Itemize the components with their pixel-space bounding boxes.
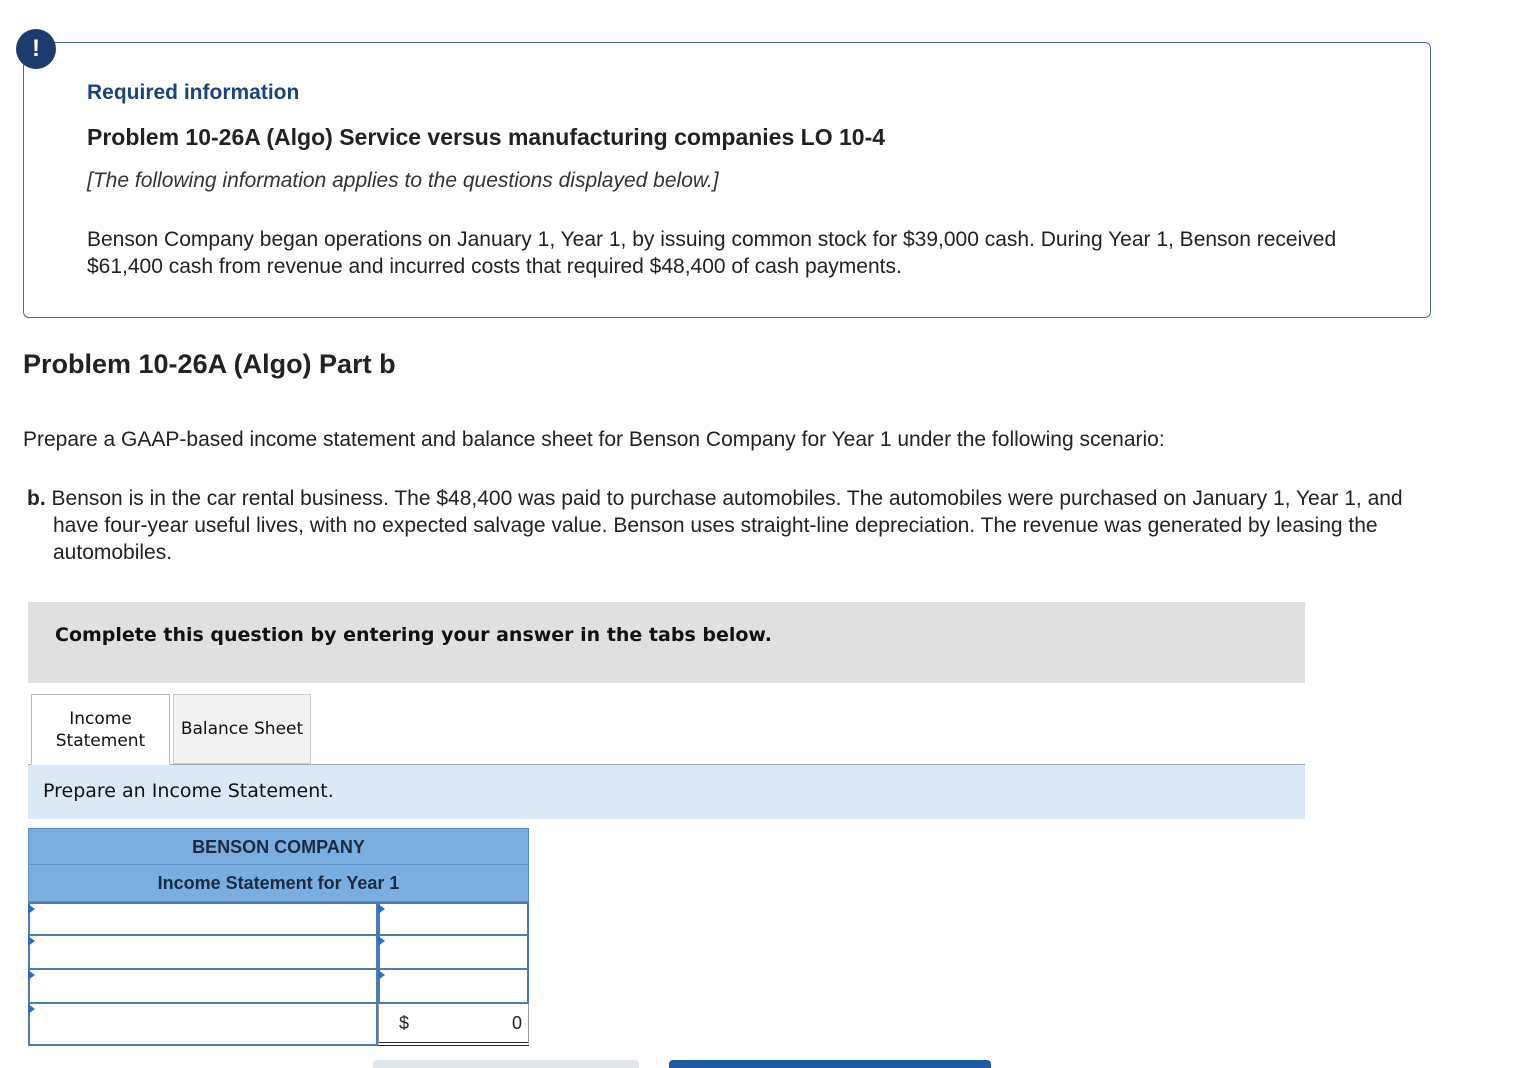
tab-balance-sheet[interactable] [173, 694, 311, 764]
table-row [28, 970, 529, 1004]
alert-icon: ! [16, 29, 56, 69]
row-3-label-input[interactable] [30, 970, 376, 1002]
row-1-label-cell[interactable] [28, 902, 378, 936]
row-3-amount-input[interactable] [380, 970, 527, 1002]
scenario-label: b. [27, 487, 46, 510]
complete-question-banner: Complete this question by entering your answer in the tabs below. [28, 602, 1305, 683]
part-title: Problem 10-26A (Algo) Part b [23, 349, 396, 379]
total-label-input[interactable] [30, 1004, 376, 1044]
row-1-amount-cell[interactable] [378, 902, 529, 936]
row-1-label-input[interactable] [30, 904, 376, 934]
table-row [28, 902, 529, 936]
row-3-amount-cell[interactable] [378, 970, 529, 1004]
currency-symbol: $ [399, 1012, 410, 1033]
income-statement-table [28, 828, 529, 1046]
instruction-text: Prepare a GAAP-based income statement and balance sheet for Benson Company for Year 1 under the following scenario: [23, 428, 1165, 451]
row-2-amount-input[interactable] [380, 936, 527, 968]
total-value: 0 [511, 1012, 522, 1033]
row-3-label-cell[interactable] [28, 970, 378, 1004]
tab-balance-sheet-label: Balance Sheet [180, 719, 304, 739]
previous-tab-button[interactable] [373, 1060, 639, 1068]
total-amount-cell [378, 1004, 529, 1046]
tab-income-statement-label-line1: Income [69, 708, 132, 729]
next-tab-button[interactable] [669, 1060, 991, 1068]
total-label-cell[interactable] [28, 1004, 378, 1046]
scenario-body: Benson is in the car rental business. The $48,400 was paid to purchase automobiles. The automobiles were purchased on January 1, Year 1, and have four-year useful lives, with no expected salvage value. Benson uses straight-line depreciation. The revenue was generated by leasing the automobiles. [51, 487, 1403, 564]
statement-company-name: BENSON COMPANY [28, 828, 529, 865]
total-row [28, 1004, 529, 1046]
scenario-text [27, 485, 1427, 566]
statement-title: Income Statement for Year 1 [28, 865, 529, 902]
problem-title: Problem 10-26A (Algo) Service versus manufacturing companies LO 10-4 [87, 124, 886, 150]
row-2-label-input[interactable] [30, 936, 376, 968]
info-note: [The following information applies to the questions displayed below.] [87, 169, 719, 192]
row-1-amount-input[interactable] [380, 904, 527, 934]
row-2-amount-cell[interactable] [378, 936, 529, 970]
required-information-heading: Required information [87, 81, 300, 104]
table-row [28, 936, 529, 970]
info-text: Benson Company began operations on January 1, Year 1, by issuing common stock for $39,000 cash. During Year 1, Benson received $61,400 cash from revenue and incurred costs that required $48,400 of cash payments. [87, 228, 1337, 278]
prepare-instruction-bar: Prepare an Income Statement. [28, 765, 1305, 819]
tab-income-statement[interactable] [31, 694, 170, 765]
row-2-label-cell[interactable] [28, 936, 378, 970]
tab-income-statement-label-line2: Statement [55, 730, 146, 751]
